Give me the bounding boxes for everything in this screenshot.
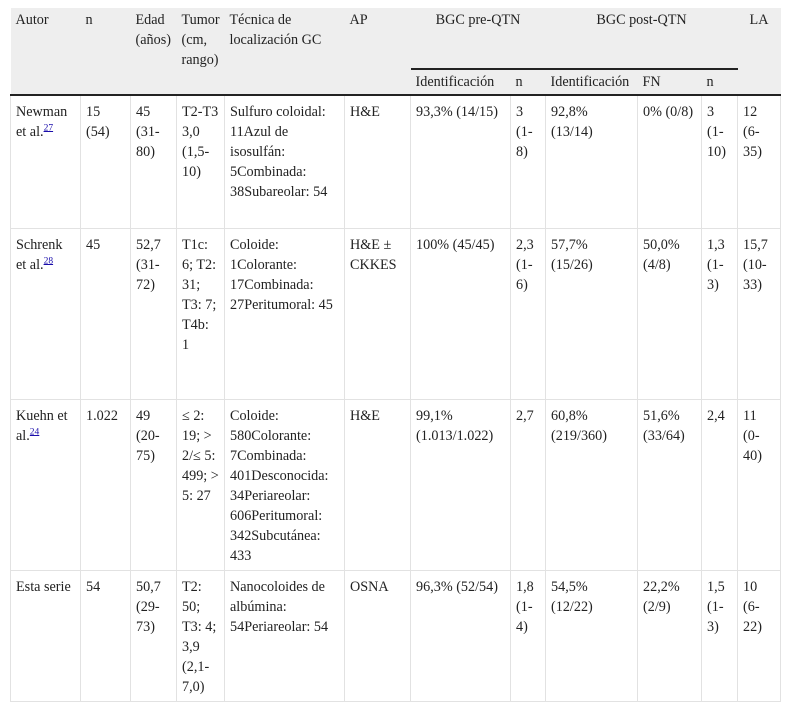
cell-edad: 49 (20-75) <box>131 399 177 570</box>
cell-post-identificacion: 92,8% (13/14) <box>546 95 638 228</box>
header-pre-n: n <box>511 69 546 95</box>
cell-pre-n: 1,8 (1-4) <box>511 570 546 701</box>
header-post-identificacion: Identificación <box>546 69 638 95</box>
cell-post-identificacion: 57,7% (15/26) <box>546 228 638 399</box>
table-row <box>11 228 781 399</box>
cell-tumor: T2: 50; T3: 4; 3,9 (2,1-7,0) <box>177 570 225 701</box>
cell-edad: 50,7 (29-73) <box>131 570 177 701</box>
cell-tumor: T2-T3 3,0 (1,5-10) <box>177 95 225 228</box>
cell-pre-n: 3 (1-8) <box>511 95 546 228</box>
header-n: n <box>81 8 131 95</box>
header-autor: Autor <box>11 8 81 95</box>
cell-ap: H&E ± CKKES <box>345 228 411 399</box>
cell-post-identificacion: 54,5% (12/22) <box>546 570 638 701</box>
cell-post-n: 1,5 (1-3) <box>702 570 738 701</box>
cell-pre-n: 2,7 <box>511 399 546 570</box>
cell-n: 45 <box>81 228 131 399</box>
header-la: LA <box>738 8 781 95</box>
cell-pre-identificacion: 93,3% (14/15) <box>411 95 511 228</box>
cell-pre-identificacion: 96,3% (52/54) <box>411 570 511 701</box>
table-row <box>11 95 781 228</box>
cell-ap: H&E <box>345 399 411 570</box>
cell-autor: Kuehn et al.$^{24}$ <box>11 399 81 570</box>
cell-pre-n: 2,3 (1-6) <box>511 228 546 399</box>
header-tecnica: Técnica de localización GC <box>225 8 345 95</box>
reference-link[interactable]: 28 <box>43 255 54 266</box>
cell-tumor: T1c: 6; T2: 31; T3: 7; T4b: 1 <box>177 228 225 399</box>
comparison-table <box>10 8 781 702</box>
cell-la: 10 (6-22) <box>738 570 781 701</box>
cell-autor: Esta serie <box>11 570 81 701</box>
cell-ap: H&E <box>345 95 411 228</box>
table-row <box>11 570 781 701</box>
cell-edad: 45 (31-80) <box>131 95 177 228</box>
reference-link[interactable]: 27 <box>43 123 54 134</box>
cell-la: 11 (0-40) <box>738 399 781 570</box>
cell-post-fn: 50,0% (4/8) <box>638 228 702 399</box>
cell-n: 15 (54) <box>81 95 131 228</box>
results-table-container <box>10 8 780 702</box>
cell-post-n: 1,3 (1-3) <box>702 228 738 399</box>
cell-autor: Schrenk et al.$^{28}$ <box>11 228 81 399</box>
table-row <box>11 399 781 570</box>
header-ap: AP <box>345 8 411 95</box>
cell-post-fn: 51,6% (33/64) <box>638 399 702 570</box>
cell-n: 1.022 <box>81 399 131 570</box>
cell-post-n: 2,4 <box>702 399 738 570</box>
cell-post-identificacion: 60,8% (219/360) <box>546 399 638 570</box>
cell-tecnica: Nanocoloides de albúmina: 54Periareolar: 54 <box>225 570 345 701</box>
header-pre-identificacion: Identificación <box>411 69 511 95</box>
header-post-fn: FN <box>638 69 702 95</box>
cell-ap: OSNA <box>345 570 411 701</box>
header-bgc-pre: BGC pre-QTN <box>411 8 546 69</box>
cell-pre-identificacion: 99,1% (1.013/1.022) <box>411 399 511 570</box>
cell-edad: 52,7 (31-72) <box>131 228 177 399</box>
cell-post-fn: 0% (0/8) <box>638 95 702 228</box>
cell-post-fn: 22,2% (2/9) <box>638 570 702 701</box>
cell-tecnica: Sulfuro coloidal: 11Azul de isosulfán: 5Combinada: 38Subareolar: 54 <box>225 95 345 228</box>
cell-pre-identificacion: 100% (45/45) <box>411 228 511 399</box>
cell-la: 12 (6-35) <box>738 95 781 228</box>
reference-link[interactable]: 24 <box>29 426 40 437</box>
header-edad: Edad (años) <box>131 8 177 95</box>
header-post-n: n <box>702 69 738 95</box>
header-tumor: Tumor (cm, rango) <box>177 8 225 95</box>
header-row-main <box>11 8 781 69</box>
cell-tecnica: Coloide: 580Colorante: 7Combinada: 401Desconocida: 34Periareolar: 606Peritumoral: 342Subcutánea: 433 <box>225 399 345 570</box>
cell-autor: Newman et al.$^{27}$ <box>11 95 81 228</box>
cell-la: 15,7 (10-33) <box>738 228 781 399</box>
cell-tecnica: Coloide: 1Colorante: 17Combinada: 27Peritumoral: 45 <box>225 228 345 399</box>
cell-n: 54 <box>81 570 131 701</box>
header-bgc-post: BGC post-QTN <box>546 8 738 69</box>
cell-tumor: ≤ 2: 19; > 2/≤ 5: 499; > 5: 27 <box>177 399 225 570</box>
cell-post-n: 3 (1-10) <box>702 95 738 228</box>
